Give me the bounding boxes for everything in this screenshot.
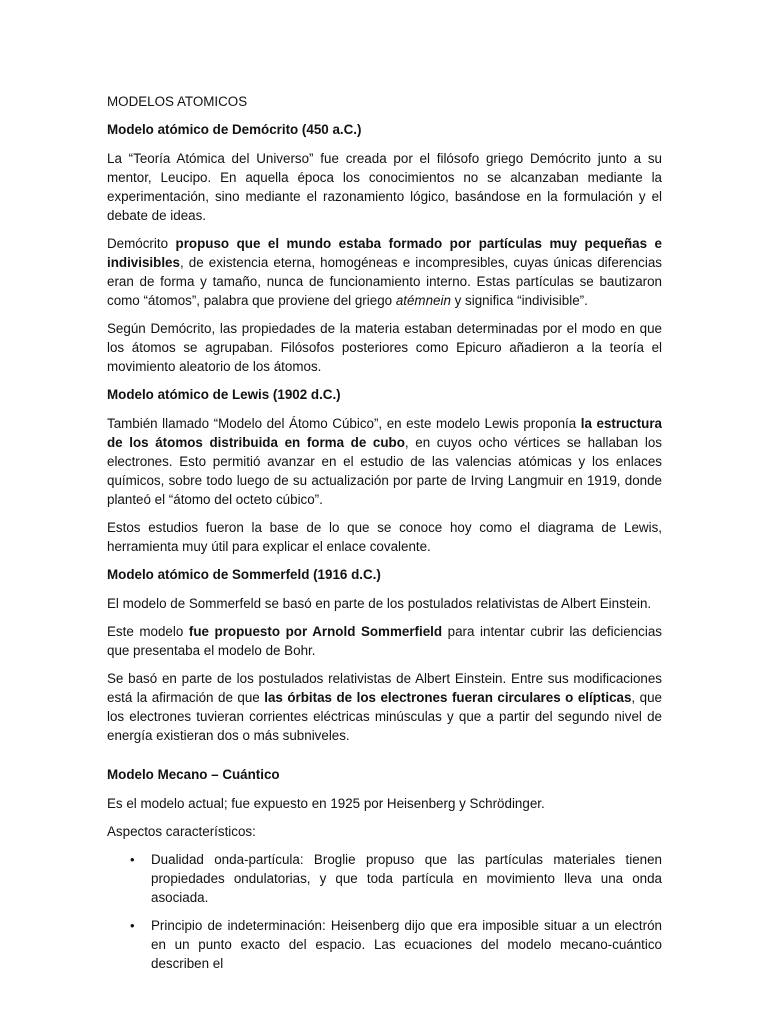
heading-democrito: Modelo atómico de Demócrito (450 a.C.) <box>107 122 362 137</box>
text-span: , en cuyos ocho vértices se hallaban los electrones. Esto permitió avanzar en el estudio de las valencias atómicas y los enlaces químicos, sobre todo luego de su actualización por parte de Irving Langmuir en 1919, donde planteó el “átomo del octeto cúbico”. <box>107 435 662 507</box>
paragraph-democrito-3: Según Demócrito, las propiedades de la materia estaban determinadas por el modo en que los átomos se agrupaban. Filósofos posteriores como Epicuro añadieron a la teoría el movimiento aleatorio de los átomos. <box>107 321 662 374</box>
bullet-list <box>107 850 662 973</box>
text-span: y significa “indivisible”. <box>450 293 588 308</box>
paragraph-democrito-2 <box>107 234 662 310</box>
list-item <box>107 916 662 973</box>
italic-span: atémnein <box>395 293 451 308</box>
list-item-text: Principio de indeterminación: Heisenberg dijo que era imposible situar a un electrón en un punto exacto del espacio. Las ecuaciones del modelo mecano-cuántico describen el <box>151 918 662 971</box>
text-span: Este modelo <box>107 624 189 639</box>
bold-span: la estructura de los átomos distribuida en forma de cubo <box>107 416 662 450</box>
text-span: Se basó en parte de los postulados relativistas de Albert Einstein. Entre sus modificaciones está la afirmación de que <box>107 671 662 705</box>
text-span: para intentar cubrir las deficiencias que presentaba el modelo de Bohr. <box>107 624 662 658</box>
heading-sommerfeld: Modelo atómico de Sommerfeld (1916 d.C.) <box>107 567 381 582</box>
paragraph-sommerfeld-3 <box>107 669 662 745</box>
paragraph-lewis-1 <box>107 414 662 509</box>
paragraph-mecano-1: Es el modelo actual; fue expuesto en 1925 por Heisenberg y Schrödinger. <box>107 796 545 811</box>
text-span: , de existencia eterna, homogéneas e incompresibles, cuyas únicas diferencias eran de forma y tamaño, nunca de funcionamiento interno. Estas partículas se bautizaron como “átomos”, palabra que proviene del griego <box>107 255 662 308</box>
bold-span: las órbitas de los electrones fueran circulares o elípticas <box>264 690 632 705</box>
heading-lewis: Modelo atómico de Lewis (1902 d.C.) <box>107 387 341 402</box>
document-title: MODELOS ATOMICOS <box>107 94 248 109</box>
paragraph-lewis-2: Estos estudios fueron la base de lo que se conoce hoy como el diagrama de Lewis, herramienta muy útil para explicar el enlace covalente. <box>107 520 662 554</box>
bullet-icon: • <box>130 918 135 933</box>
list-item-text: Dualidad onda-partícula: Broglie propuso que las partículas materiales tienen propiedades ondulatorias, y que toda partícula en movimiento lleva una onda asociada. <box>151 852 662 905</box>
heading-mecano-cuantico: Modelo Mecano – Cuántico <box>107 767 280 782</box>
bold-span: propuso que el mundo estaba formado por partículas muy pequeñas e indivisibles <box>107 236 662 270</box>
bold-span: fue propuesto por Arnold Sommerfield <box>188 624 443 639</box>
text-span: Demócrito <box>107 236 176 251</box>
document-page <box>107 92 662 982</box>
paragraph-mecano-2: Aspectos característicos: <box>107 824 256 839</box>
paragraph-sommerfeld-2 <box>107 622 662 660</box>
list-item <box>107 850 662 907</box>
paragraph-democrito-1: La “Teoría Atómica del Universo” fue creada por el filósofo griego Demócrito junto a su mentor, Leucipo. En aquella época los conocimientos no se alcanzaban mediante la experimentación, sino mediante el razonamiento lógico, basándose en la formulación y el debate de ideas. <box>107 151 662 223</box>
bullet-icon: • <box>130 852 135 867</box>
text-span: , que los electrones tuvieran corrientes eléctricas minúsculas y que a partir del segundo nivel de energía existieran dos o más subniveles. <box>107 690 662 743</box>
text-span: También llamado “Modelo del Átomo Cúbico”, en este modelo Lewis proponía <box>107 416 581 431</box>
paragraph-sommerfeld-1: El modelo de Sommerfeld se basó en parte de los postulados relativistas de Albert Einstein. <box>107 596 652 611</box>
